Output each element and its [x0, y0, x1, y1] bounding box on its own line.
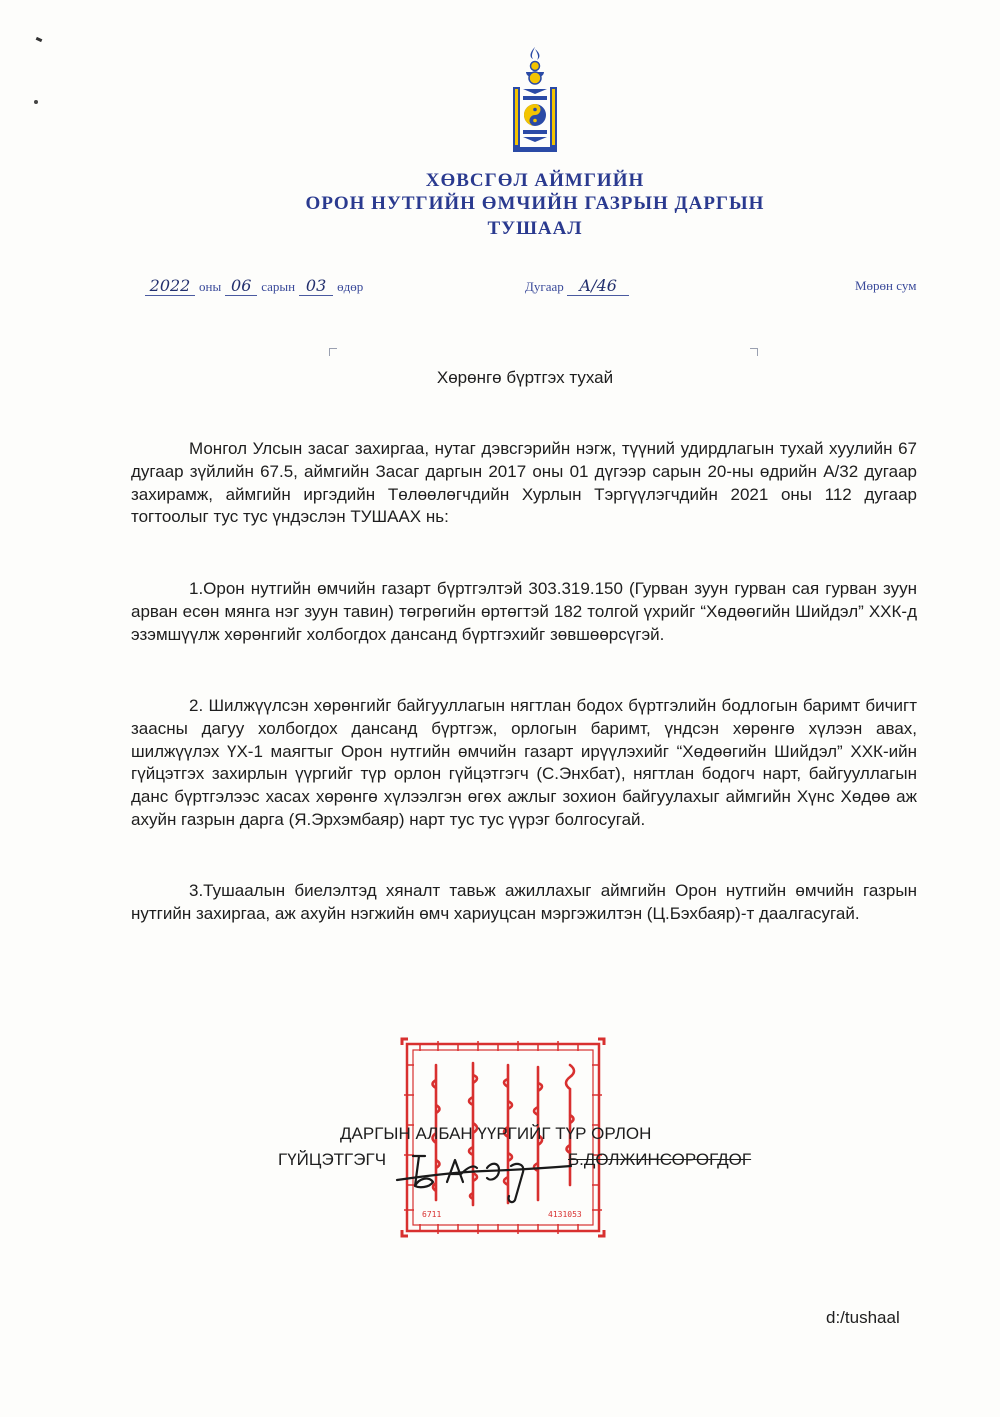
place-label: Мөрөн сум [855, 278, 917, 293]
paragraph-preamble: Монгол Улсын засаг захиргаа, нутаг дэвсгэрийн нэгж, түүний удирдлагын тухай хуулийн 67 дугаар зүйлийн 67.5, аймгийн Засаг даргын 2017 оны 01 дүгээр сарын 20-ны өдрийн А/32 дугаар захирамж, аймгийн иргэдийн Төлөөлөгчдийн Хурлын Тэргүүлэгчдийн 2021 оны 112 дугаар тогтоолыг тус тус үндэслэн ТУШААХ нь: [131, 439, 917, 527]
date-day: 03 [299, 276, 333, 296]
corner-mark-left [329, 348, 337, 356]
paragraph-item-3: 3.Тушаалын биелэлтэд хяналт тавьж ажиллахыг аймгийн Орон нутгийн өмчийн газрын нутгийн захиргаа, аж ахуйн нэгжийн өмч хариуцсан мэргэжилтэн (Ц.Бэхбаяр)-т даалгасугай. [131, 881, 917, 923]
file-path-footer: d:/tushaal [826, 1308, 900, 1327]
number-label: Дугаар [525, 279, 564, 294]
header-department: ОРОН НУТГИЙН ӨМЧИЙН ГАЗРЫН ДАРГЫН [305, 193, 765, 214]
paragraph-item-2: 2. Шилжүүлсэн хөрөнгийг байгууллагын нягтлан бодох бүртгэлийн бодлогын баримт бичигт заасны дагуу холбогдох дансанд бүртгэж, орлогын баримт, үндсэн хөрөнгө хүлээн авах, шилжүүлэх ҮХ-1 маягтыг Орон нутгийн өмчийн газарт ирүүлэхийг “Хөдөөгийн Шийдэл” ХХК-ийн гүйцэтгэх захирлын үүргийг түр орлон гүйцэтгэгч (С.Энхбат), нягтлан бодогч нарт, байгууллагын данс бүртгэлээс хасах хөрөнгө хүлээлгэн өгөх ажлыг зохион байгуулахыг аймгийн Хүнс Хөдөө аж ахуйн газрын дарга (Я.Эрхэмбаяр) нарт тус тус үүрэг болгосугай. [131, 696, 917, 829]
date-month: 06 [225, 276, 257, 296]
date-year: 2022 [145, 276, 195, 296]
day-label: өдөр [337, 279, 364, 294]
document-number: А/46 [567, 276, 629, 296]
scan-speck [34, 100, 38, 104]
paragraph-item-1: 1.Орон нутгийн өмчийн газарт бүртгэлтэй 303.319.150 (Гурван зуун гурван сая гурван зуун арван есөн мянга нэг зуун тавин) төгрөгийн өртөгтэй 182 толгой үхрийг “Хөдөөгийн Шийдэл” ХХК-д эзэмшүүлж хөрөнгийг холбогдох дансанд бүртгэхийг зөвшөөрсүгэй. [131, 579, 917, 644]
handwritten-signature-icon [395, 1138, 575, 1208]
soyombo-emblem-icon [505, 45, 565, 155]
corner-mark-right [750, 348, 758, 356]
header-document-type: ТУШААЛ [487, 218, 583, 239]
document-number-line [525, 276, 629, 296]
header-aimag: ХӨВСГӨЛ АЙМГИЙН [425, 170, 645, 191]
document-subject: Хөрөнгө бүртгэх тухай [436, 368, 614, 387]
date-line [145, 276, 367, 296]
seal-code-right: 4131053 [548, 1210, 582, 1219]
signatory-name: Б.ДОЛЖИНСОРОГДОГ [568, 1150, 752, 1169]
signatory-title: ДАРГЫН АЛБАН ҮҮРГИЙГ ТҮР ОРЛОН [340, 1124, 652, 1143]
seal-code-left: 6711 [422, 1210, 442, 1219]
scan-speck [36, 37, 43, 42]
signatory-role: ГҮЙЦЭТГЭГЧ [278, 1150, 387, 1169]
year-label: оны [199, 279, 222, 294]
month-label: сарын [261, 279, 296, 294]
